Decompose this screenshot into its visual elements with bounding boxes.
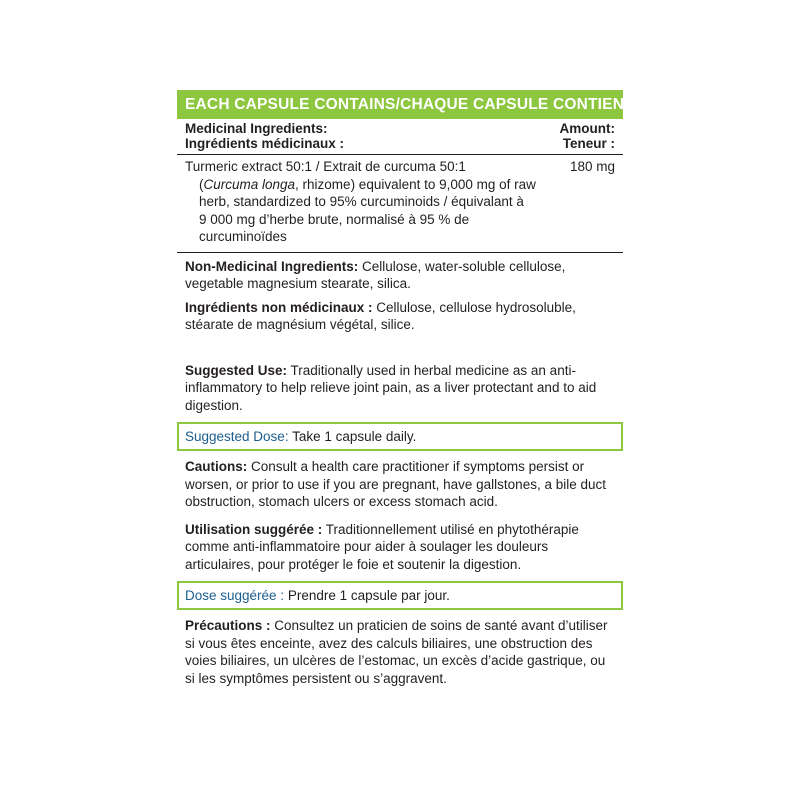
supplement-facts-panel bbox=[177, 90, 644, 687]
non-medicinal-en bbox=[177, 258, 623, 293]
panel-header bbox=[177, 90, 644, 119]
cautions-label: Cautions: bbox=[185, 459, 248, 474]
suggested-dose-label: Suggested Dose: bbox=[185, 429, 289, 444]
utilisation-text: Traditionnellement utilisé en phytothérapie comme anti-inflammatoire pour aider à soulager les douleurs articulaires, pour protéger le foie et soutenir la digestion. bbox=[185, 521, 579, 572]
dose-suggeree-label: Dose suggérée : bbox=[185, 588, 285, 603]
non-medicinal-en-label: Non-Medicinal Ingredients: bbox=[185, 258, 359, 274]
suggested-dose-text: Take 1 capsule daily. bbox=[288, 429, 417, 444]
precautions bbox=[177, 617, 623, 687]
ingredient-line-1: Turmeric extract 50:1 / Extrait de curcuma 50:1 bbox=[185, 159, 466, 174]
column-headings bbox=[177, 119, 623, 151]
suggested-use bbox=[177, 362, 623, 415]
panel-header-title: EACH CAPSULE CONTAINS/CHAQUE CAPSULE CONTIENT : bbox=[185, 96, 644, 113]
suggested-use-label: Suggested Use: bbox=[185, 362, 288, 378]
amount-heading bbox=[560, 122, 615, 151]
amount-heading-en: Amount: bbox=[559, 121, 615, 136]
non-medicinal-fr-text: Cellulose, cellulose hydrosoluble, stéarate de magnésium végétal, silice. bbox=[185, 299, 576, 332]
latin-name: Curcuma longa bbox=[203, 176, 296, 192]
suggested-dose-box bbox=[177, 422, 623, 451]
suggested-use-text: Traditionally used in herbal medicine as an anti-inflammatory to help relieve joint pain, as a liver protectant and to aid digestion. bbox=[185, 362, 597, 413]
ingredient-description bbox=[185, 158, 555, 246]
ingredients-heading bbox=[185, 122, 344, 151]
cautions bbox=[177, 458, 623, 511]
dose-suggeree-text: Prendre 1 capsule par jour. bbox=[284, 588, 450, 603]
non-medicinal-fr bbox=[177, 299, 623, 334]
precautions-label: Précautions : bbox=[185, 618, 271, 633]
precautions-text: Consultez un praticien de soins de santé avant d’utiliser si vous êtes enceinte, avez des calculs biliaires, une obstruction des voies biliaires, un ulcères de l’estomac, un excès d’acide gastrique, ou si les symptômes persistent ou s’aggravent. bbox=[185, 618, 608, 686]
dose-suggeree-box bbox=[177, 581, 623, 610]
cautions-text: Consult a health care practitioner if symptoms persist or worsen, or prior to use if you are pregnant, have gallstones, a bile duct obstruction, stomach ulcers or excess stomach acid. bbox=[185, 459, 606, 509]
ingredient-line-4: 9 000 mg d’herbe brute, normalisé à 95 % de curcuminoïdes bbox=[199, 211, 470, 244]
non-medicinal-en-text: Cellulose, water-soluble cellulose, vegetable magnesium stearate, silica. bbox=[185, 258, 566, 291]
ingredients-heading-fr: Ingrédients médicinaux : bbox=[185, 135, 345, 151]
ingredient-line-3: herb, standardized to 95% curcuminoids / équivalant à bbox=[199, 194, 524, 209]
utilisation-label: Utilisation suggérée : bbox=[185, 521, 323, 537]
ingredient-amount: 180 mg bbox=[569, 159, 615, 174]
ingredient-line-2-rest: , rhizome) equivalent to 9,000 mg of raw bbox=[295, 176, 536, 192]
utilisation-suggeree bbox=[177, 521, 623, 574]
ingredient-line-2: (Curcuma longa, rhizome) equivalent to 9,000 mg of raw bbox=[199, 176, 536, 192]
ingredient-row bbox=[177, 155, 623, 246]
ingredients-heading-en: Medicinal Ingredients: bbox=[185, 121, 328, 136]
non-medicinal-fr-label: Ingrédients non médicinaux : bbox=[185, 299, 373, 315]
amount-heading-fr: Teneur : bbox=[562, 135, 615, 151]
divider bbox=[177, 252, 623, 253]
